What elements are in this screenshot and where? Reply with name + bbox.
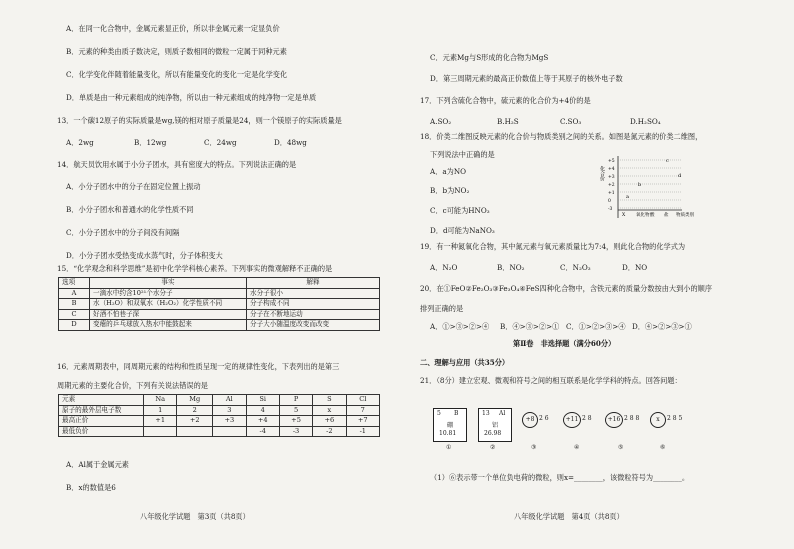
q12-option-a: A．在同一化合物中，金属元素显正价，所以非金属元素一定显负价: [66, 24, 280, 33]
chart-ytick: +5: [608, 159, 615, 164]
q18-option-d: D．d可能为NaNO₃: [430, 226, 495, 235]
element-symbol: Al: [499, 410, 506, 417]
table-header-row: [59, 278, 380, 289]
q14-option-c: C．小分子团水中的分子间没有间隔: [66, 228, 180, 237]
chart-ytick: 0: [608, 199, 611, 204]
q13-stem: 13．一个碳12原子的实际质量是wg,镁的相对原子质量是24，则一个镁原子的实际质量是: [57, 116, 342, 125]
q14-option-d: D．小分子团水受热变成水蒸气时，分子体积变大: [66, 251, 223, 260]
chart-ytick: +4: [608, 167, 615, 172]
left-page-footer: 八年级化学试题 第3页（共8页）: [140, 512, 250, 521]
table-cell: -2: [313, 426, 346, 437]
chart-ytick: +2: [608, 183, 615, 188]
table-header: 元素: [59, 395, 144, 406]
chart-point-a: a: [626, 194, 629, 200]
q18-stem-line1: 18．价类二维图反映元素的化合价与物质类别之间的关系。如图是氮元素的价类二维图，: [420, 132, 703, 141]
table-cell: -3: [279, 426, 312, 437]
q16-stem-line2: 周期元素的主要化合价，下列有关说法错误的是: [57, 381, 208, 390]
atom-label: ③: [531, 444, 537, 451]
chart-ytick: +3: [608, 175, 615, 180]
element-name: 硼: [447, 422, 454, 429]
chart-xlabel: 物质类别: [676, 213, 694, 218]
table-cell: 3: [213, 405, 246, 416]
chart-xcat: X: [622, 213, 626, 218]
atom-label: ⑥: [660, 444, 666, 451]
chart-xcats: [622, 211, 669, 218]
chart-point-c: c: [666, 158, 669, 164]
table-row: [59, 426, 380, 437]
chart-ylabel: 化合价: [599, 166, 605, 181]
table-cell: A: [59, 288, 90, 299]
table-row: [59, 405, 380, 416]
q16-option-a: A．Al属于金属元素: [66, 460, 129, 469]
q16-table: [58, 394, 380, 437]
table-cell: 好酒不怕巷子深: [90, 309, 247, 320]
card-label: ②: [490, 444, 496, 451]
table-header: Al: [213, 395, 246, 406]
table-header: 解释: [247, 278, 380, 289]
q20-option-b: B．④>③>②>①: [500, 322, 560, 331]
table-cell: 2: [177, 405, 213, 416]
element-card-boron: [433, 408, 467, 442]
atom-shells: 2 8 5: [667, 415, 683, 422]
q14-option-a: A．小分子团水中的分子在固定位置上振动: [66, 182, 201, 191]
chart-grid: [618, 160, 682, 208]
table-header: 选项: [59, 278, 90, 289]
q17-option-d: D.H₂SO₄: [630, 117, 661, 126]
atom-nucleus: x: [650, 412, 666, 428]
table-row: [59, 320, 380, 331]
table-header: Si: [246, 395, 279, 406]
atom-nucleus: +8: [522, 412, 538, 428]
table-row: [59, 299, 380, 310]
table-row: [59, 288, 380, 299]
table-row: [59, 309, 380, 320]
table-cell: 原子的最外层电子数: [59, 405, 144, 416]
right-page-footer: 八年级化学试题 第4页（共8页）: [514, 512, 624, 521]
q16-option-d: D．第三周期元素的最高正价数值上等于其原子的核外电子数: [430, 74, 623, 83]
chart-xcat: 氧化物: [636, 213, 650, 218]
q13-option-d: D．48wg: [274, 138, 307, 147]
table-cell: +5: [279, 416, 312, 427]
table-row: [59, 416, 380, 427]
q13-option-a: A．2wg: [66, 138, 94, 147]
table-cell: +2: [177, 416, 213, 427]
q20-option-c: C．①>②>③>④: [566, 322, 626, 331]
part-heading: 二、理解与应用（共35分）: [420, 358, 510, 367]
q16-option-c: C．元素Mg与S形成的化合物为MgS: [430, 53, 549, 62]
table-cell: x: [313, 405, 346, 416]
table-cell: C: [59, 309, 90, 320]
chart-yticks: [608, 158, 615, 212]
card-label: ①: [446, 444, 452, 451]
q20-option-a: A．①>③>②>④: [430, 322, 490, 331]
table-header: Mg: [177, 395, 213, 406]
table-cell: 变瘪的乒乓球放入热水中能鼓起来: [90, 320, 247, 331]
q13-option-b: B．12wg: [134, 138, 167, 147]
table-header: Cl: [346, 395, 379, 406]
q15-table: [58, 277, 380, 331]
table-cell: 分子构成不同: [247, 299, 380, 310]
table-cell: 水分子很小: [247, 288, 380, 299]
table-header: S: [313, 395, 346, 406]
atom-nucleus: +11: [563, 412, 581, 428]
q18-option-b: B．b为NO₂: [430, 186, 470, 195]
q18-option-c: C．c可能为HNO₃: [430, 206, 490, 215]
q17-option-a: A.SO₂: [430, 117, 452, 126]
element-card-aluminum: [478, 408, 512, 442]
table-cell: -1: [346, 426, 379, 437]
atomic-mass: 26.98: [484, 430, 502, 437]
q19-stem: 19．有一种氮氧化合物，其中氮元素与氧元素质量比为7:4，则此化合物的化学式为: [420, 242, 686, 251]
chart-xcat: 盐: [664, 213, 669, 218]
q16-option-b: B．x的数值是6: [66, 483, 116, 492]
chart-point-d: d: [678, 173, 682, 179]
q21-stem: 21．（8分）建立宏观、微观和符号之间的相互联系是化学学科的特点。回答问题：: [420, 376, 682, 385]
table-cell: 4: [246, 405, 279, 416]
table-header-row: [59, 395, 380, 406]
chart-xcat: 酸: [650, 213, 655, 218]
atomic-mass: 10.81: [439, 430, 457, 437]
table-cell: B: [59, 299, 90, 310]
q14-option-b: B．小分子团水和普通水的化学性质不同: [66, 205, 194, 214]
table-cell: 分子大小随温度改变而改变: [247, 320, 380, 331]
table-cell: +7: [346, 416, 379, 427]
table-header: P: [279, 395, 312, 406]
q21-part1: （1）⑥表示带一个单位负电荷的微粒，则x=________，该微粒符号为________。: [430, 473, 690, 482]
table-cell: +6: [313, 416, 346, 427]
q12-option-b: B．元素的种类由质子数决定，则质子数相同的微粒一定属于同种元素: [66, 47, 287, 56]
table-cell: -4: [246, 426, 279, 437]
atom-nucleus: +16: [605, 412, 623, 428]
q14-stem: 14．航天员饮用水属于小分子团水，具有密度大的特点。下列说法正确的是: [57, 160, 297, 169]
table-cell: [177, 426, 213, 437]
table-cell: [144, 426, 177, 437]
table-header: Na: [144, 395, 177, 406]
element-symbol: B: [454, 410, 459, 417]
chart-ytick: -3: [608, 207, 613, 212]
chart-point-b: b: [638, 182, 642, 188]
table-cell: [213, 426, 246, 437]
table-cell: D: [59, 320, 90, 331]
section-title: 第Ⅱ卷 非选择题（满分60分）: [513, 339, 616, 348]
q18-option-a: A．a为NO: [430, 167, 467, 176]
q17-stem: 17．下列含硫化合物中，硫元素的化合价为+4价的是: [420, 96, 591, 105]
atom-label: ④: [574, 444, 580, 451]
table-cell: +1: [144, 416, 177, 427]
element-name: 铝: [492, 422, 499, 429]
table-cell: +3: [213, 416, 246, 427]
table-cell: +4: [246, 416, 279, 427]
table-cell: 最低负价: [59, 426, 144, 437]
atomic-number: 13: [482, 410, 490, 417]
atom-shells: 2 6: [539, 415, 549, 422]
q16-stem-line1: 16．元素周期表中，同周期元素的结构和性质呈现一定的规律性变化，下表列出的是第三: [57, 362, 340, 371]
atom-shells: 2 8 8: [624, 415, 640, 422]
q20-option-d: D．④>②>③>①: [632, 322, 692, 331]
table-cell: 7: [346, 405, 379, 416]
q19-option-b: B．NO₂: [497, 263, 525, 272]
q17-option-c: C.SO₃: [560, 117, 582, 126]
q20-stem-line2: 排列正确的是: [420, 304, 464, 313]
atomic-number: 5: [437, 410, 441, 417]
table-cell: 5: [279, 405, 312, 416]
q17-option-b: B.H₂S: [497, 117, 519, 126]
nitrogen-valence-chart: [599, 152, 694, 232]
table-cell: 水（H₂O）和双氧水（H₂O₂）化学性质不同: [90, 299, 247, 310]
table-header: 事实: [90, 278, 247, 289]
q19-option-d: D．NO: [622, 263, 648, 272]
atom-shells: 2 8: [582, 415, 592, 422]
q19-option-a: A．N₂O: [430, 263, 458, 272]
table-cell: 一滴水中约含10²¹个水分子: [90, 288, 247, 299]
q12-option-c: C．化学变化伴随着能量变化，所以有能量变化的变化一定是化学变化: [66, 70, 288, 79]
atom-label: ⑤: [618, 444, 624, 451]
table-cell: 最高正价: [59, 416, 144, 427]
q15-stem: 15．“化学观念和科学思维”是初中化学学科核心素养。下列事实的微观解释不正确的是: [57, 264, 333, 273]
q19-option-c: C．N₂O₃: [560, 263, 591, 272]
q18-stem-line2: 下列说法中正确的是: [430, 150, 495, 159]
q20-stem-line1: 20．在①FeO②Fe₂O₃③Fe₃O₄④FeS四种化合物中，含铁元素的质量分数按由大到小的顺序: [420, 284, 713, 293]
chart-ytick: +1: [608, 191, 615, 196]
table-cell: 1: [144, 405, 177, 416]
q13-option-c: C．24wg: [204, 138, 237, 147]
q12-option-d: D．单质是由一种元素组成的纯净物，所以由一种元素组成的纯净物一定是单质: [66, 93, 317, 102]
table-cell: 分子在不断地运动: [247, 309, 380, 320]
